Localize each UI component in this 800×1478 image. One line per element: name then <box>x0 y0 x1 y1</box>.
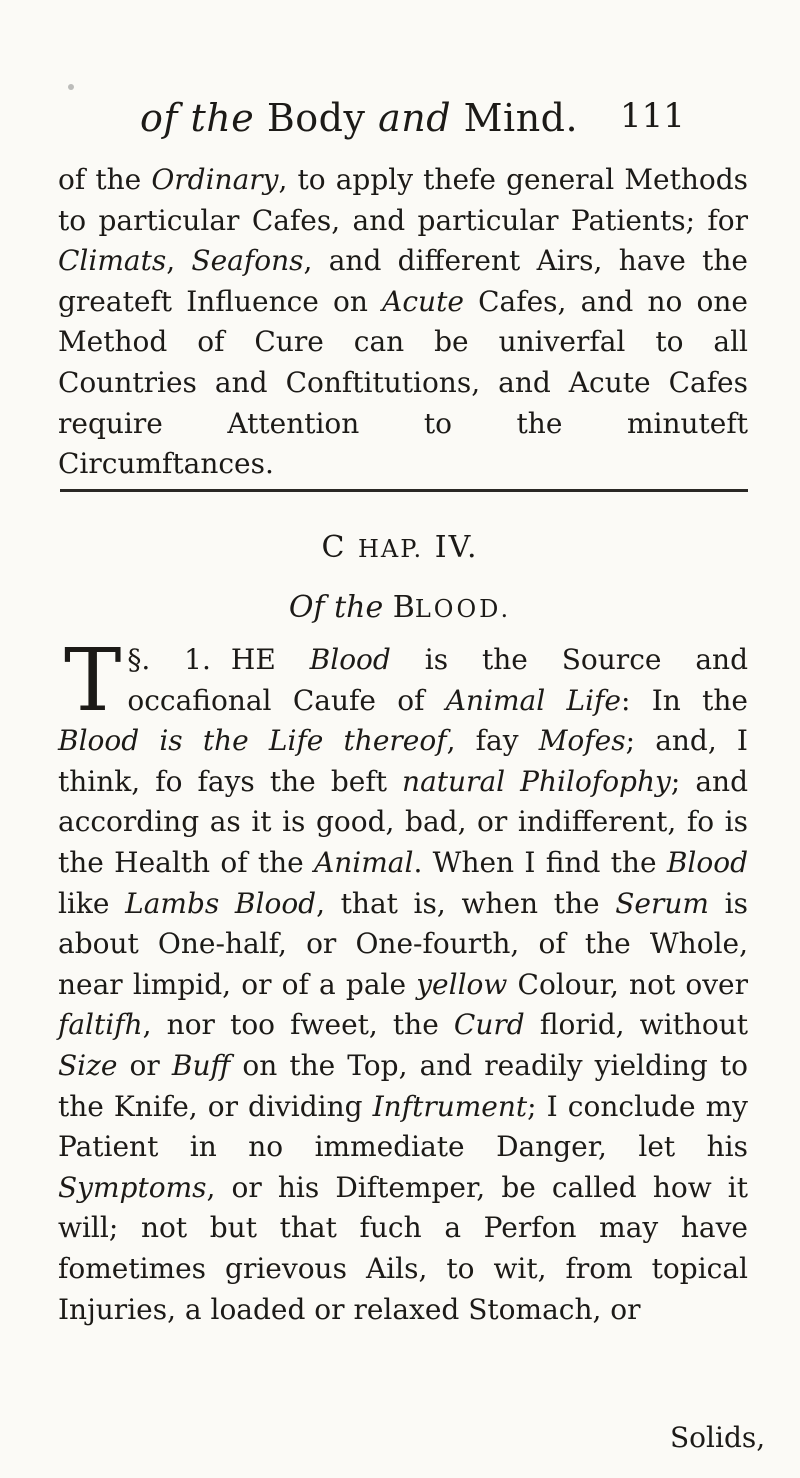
drop-cap: T <box>64 631 122 731</box>
page-number: 111 <box>620 96 685 136</box>
chapter-subtitle: Of the BLOOD. <box>288 590 512 625</box>
paragraph-continuation: of the Ordinary, to apply thefe general Methods to particular Cafes, and particular Patients; for Climats, Seafons, and different Airs, have the greateft Influence on Acute Cafes, and no one Method of Cure can be univerfal to all Countries and Conftitutions, and Acute Cafes require Attention to the minuteft Circumftances. <box>58 163 748 481</box>
ink-spot <box>68 84 74 90</box>
paragraph-blood: §. 1. T HE Blood is the Source and occafional Caufe of Animal Life: In the Blood is the Life thereof, fay Mofes; and, I think, fo fays the beft natural Philofophy; and according as it is good, bad, or indifferent, fo is the Health of the Animal. When I find the Blood like Lambs Blood, that is, when the Serum is about One-half, or One-fourth, of the Whole, near limpid, or of a pale yellow Colour, not over faltifh, nor too fweet, the Curd florid, without Size or Buff on the Top, and readily yielding to the Knife, or dividing Inftrument; I conclude my Patient in no immediate Danger, let his Symptoms, or his Diftemper, be called how it will; not but that fuch a Perfon may have fometimes grievous Ails, to wit, from topical Injuries, a loaded or relaxed Stomach, or <box>58 631 749 1326</box>
running-head <box>0 96 800 156</box>
section-number: §. 1. <box>127 643 211 676</box>
running-head-title: of the Body and Mind. <box>140 96 579 140</box>
chapter-heading: C HAP. IV. <box>321 530 479 565</box>
catchword: Solids, <box>670 1421 766 1454</box>
section-rule <box>60 489 748 492</box>
